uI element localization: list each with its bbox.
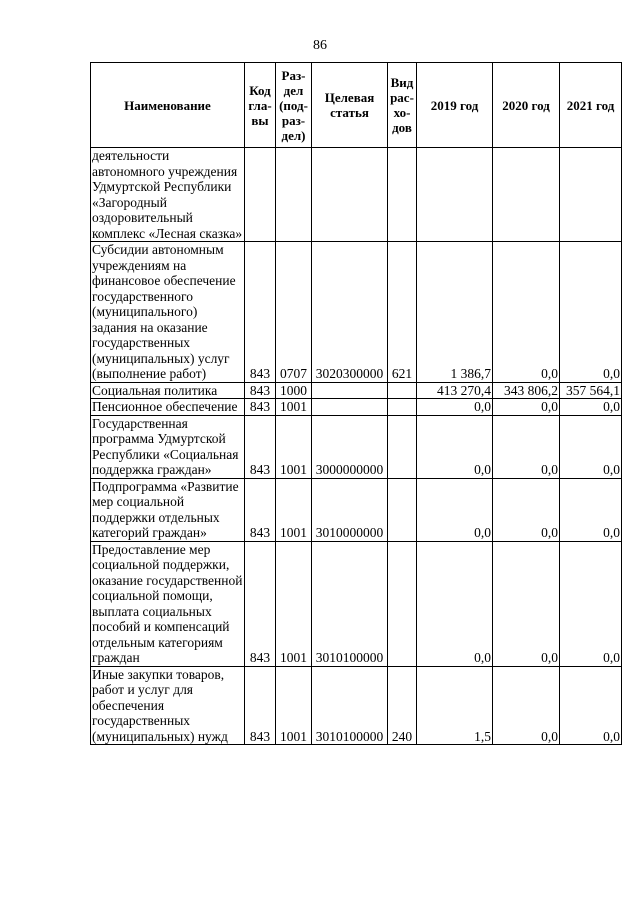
row-name: Подпрограмма «Развитие мер социальной поддержки отдельных категорий граждан» bbox=[91, 478, 245, 541]
row-chapter: 843 bbox=[245, 399, 276, 416]
row-target: 3000000000 bbox=[312, 415, 388, 478]
row-2021: 0,0 bbox=[560, 415, 622, 478]
row-chapter: 843 bbox=[245, 666, 276, 745]
row-chapter: 843 bbox=[245, 478, 276, 541]
row-chapter: 843 bbox=[245, 541, 276, 666]
header-section: Раз- дел (под- раз- дел) bbox=[276, 63, 312, 148]
row-target: 3020300000 bbox=[312, 242, 388, 383]
row-2019 bbox=[417, 148, 493, 242]
row-target: 3010100000 bbox=[312, 541, 388, 666]
row-2021: 0,0 bbox=[560, 242, 622, 383]
row-2020: 343 806,2 bbox=[493, 382, 560, 399]
row-2020: 0,0 bbox=[493, 399, 560, 416]
header-name: Наименование bbox=[91, 63, 245, 148]
page-number: 86 bbox=[313, 38, 327, 53]
row-expense: 240 bbox=[388, 666, 417, 745]
header-2019: 2019 год bbox=[417, 63, 493, 148]
row-name: Пенсионное обеспечение bbox=[91, 399, 245, 416]
row-2019: 0,0 bbox=[417, 478, 493, 541]
row-target: 3010000000 bbox=[312, 478, 388, 541]
row-2021: 0,0 bbox=[560, 399, 622, 416]
table-row bbox=[91, 415, 622, 478]
table-row bbox=[91, 478, 622, 541]
header-2020: 2020 год bbox=[493, 63, 560, 148]
row-2020: 0,0 bbox=[493, 666, 560, 745]
header-row bbox=[91, 63, 622, 148]
row-2021: 0,0 bbox=[560, 478, 622, 541]
row-2021: 0,0 bbox=[560, 666, 622, 745]
row-section: 0707 bbox=[276, 242, 312, 383]
row-target bbox=[312, 382, 388, 399]
row-name: Иные закупки товаров, работ и услуг для обеспечения государственных (муниципальных) нужд bbox=[91, 666, 245, 745]
table-row bbox=[91, 242, 622, 383]
budget-table bbox=[90, 62, 622, 745]
row-section: 1000 bbox=[276, 382, 312, 399]
row-section: 1001 bbox=[276, 666, 312, 745]
table-row bbox=[91, 399, 622, 416]
row-2020 bbox=[493, 148, 560, 242]
row-section: 1001 bbox=[276, 478, 312, 541]
row-chapter: 843 bbox=[245, 415, 276, 478]
row-name: Субсидии автономным учреждениям на финансовое обеспечение государственного (муниципального) задания на оказание государственных (муниципальных) услуг (выполнение работ) bbox=[91, 242, 245, 383]
row-section bbox=[276, 148, 312, 242]
header-2021: 2021 год bbox=[560, 63, 622, 148]
row-2019: 1 386,7 bbox=[417, 242, 493, 383]
header-expense: Вид рас- хо- дов bbox=[388, 63, 417, 148]
row-2020: 0,0 bbox=[493, 415, 560, 478]
row-name: Социальная политика bbox=[91, 382, 245, 399]
row-expense bbox=[388, 415, 417, 478]
row-2019: 0,0 bbox=[417, 399, 493, 416]
row-chapter bbox=[245, 148, 276, 242]
row-section: 1001 bbox=[276, 415, 312, 478]
row-section: 1001 bbox=[276, 541, 312, 666]
row-expense bbox=[388, 148, 417, 242]
row-2019: 0,0 bbox=[417, 541, 493, 666]
header-target: Целевая статья bbox=[312, 63, 388, 148]
table-row bbox=[91, 541, 622, 666]
table-row bbox=[91, 148, 622, 242]
row-target bbox=[312, 399, 388, 416]
row-target: 3010100000 bbox=[312, 666, 388, 745]
header-chapter: Код гла- вы bbox=[245, 63, 276, 148]
row-chapter: 843 bbox=[245, 242, 276, 383]
row-expense bbox=[388, 399, 417, 416]
row-expense bbox=[388, 478, 417, 541]
row-name: Государственная программа Удмуртской Республики «Социальная поддержка граждан» bbox=[91, 415, 245, 478]
table-row bbox=[91, 382, 622, 399]
table-row bbox=[91, 666, 622, 745]
row-section: 1001 bbox=[276, 399, 312, 416]
row-target bbox=[312, 148, 388, 242]
row-expense bbox=[388, 382, 417, 399]
row-2019: 0,0 bbox=[417, 415, 493, 478]
row-expense: 621 bbox=[388, 242, 417, 383]
row-name: деятельности автономного учреждения Удмуртской Республики «Загородный оздоровительный комплекс «Лесная сказка» bbox=[91, 148, 245, 242]
row-2020: 0,0 bbox=[493, 478, 560, 541]
row-2020: 0,0 bbox=[493, 242, 560, 383]
row-chapter: 843 bbox=[245, 382, 276, 399]
row-2021: 357 564,1 bbox=[560, 382, 622, 399]
row-2021 bbox=[560, 148, 622, 242]
row-2019: 413 270,4 bbox=[417, 382, 493, 399]
row-2020: 0,0 bbox=[493, 541, 560, 666]
row-2019: 1,5 bbox=[417, 666, 493, 745]
row-name: Предоставление мер социальной поддержки, оказание государственной социальной помощи, выплата социальных пособий и компенсаций отдельным категориям граждан bbox=[91, 541, 245, 666]
row-2021: 0,0 bbox=[560, 541, 622, 666]
row-expense bbox=[388, 541, 417, 666]
